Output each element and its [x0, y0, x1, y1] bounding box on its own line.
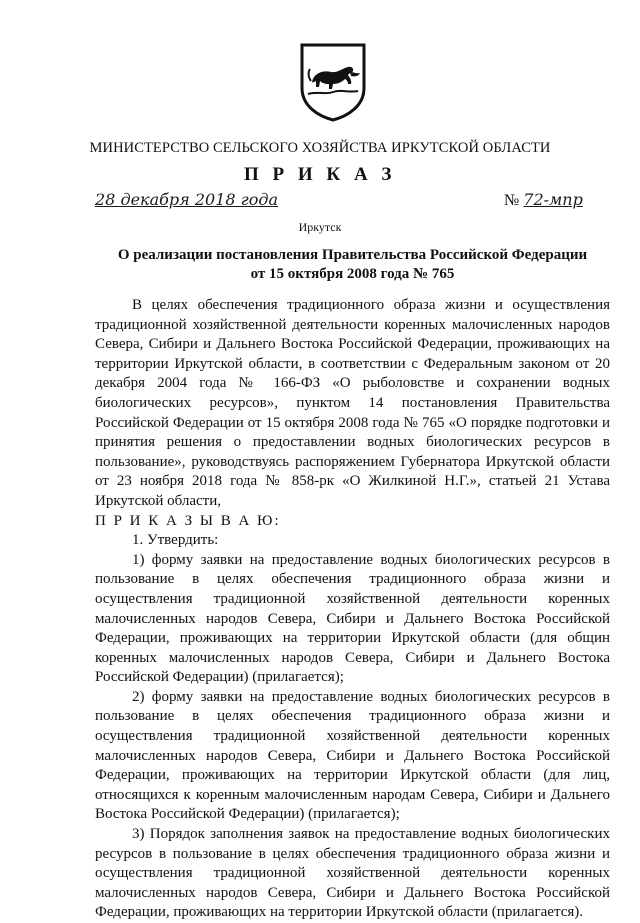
order-number [504, 190, 583, 210]
order-date [95, 190, 278, 210]
document-body [95, 296, 610, 923]
document-title [95, 246, 610, 284]
number-prefix: № [504, 192, 520, 209]
sub-item-1: 1) форму заявки на предоставление водных биологических ресурсов в пользование в целях обеспечения традиционного образа жизни и осуществления традиционной хозяйственной деятельности коренных малочисленных народов Севера, Сибири и Дальнего Востока Российской Федерации, проживающих на территории Иркутской области (для общин коренных малочисленных народов Севера, Сибири и Дальнего Востока Российской Федерации) (прилагается); [95, 551, 610, 686]
document-type: П Р И К А З [244, 164, 396, 185]
item-1: 1. Утвердить: [132, 532, 219, 549]
city: Иркутск [298, 220, 342, 234]
number-handwritten: 72-мпр [523, 190, 583, 209]
date-handwritten: 28 декабря 2018 года [95, 190, 279, 209]
ministry-name: МИНИСТЕРСТВО СЕЛЬСКОГО ХОЗЯЙСТВА ИРКУТСКОЙ ОБЛАСТИ [89, 140, 551, 156]
order-word: П Р И К А З Ы В А Ю: [95, 512, 281, 529]
title-line-2: от 15 октября 2008 года № 765 [250, 266, 455, 282]
title-line-1: О реализации постановления Правительства Российской Федерации [117, 247, 588, 263]
preamble-paragraph: В целях обеспечения традиционного образа жизни и осуществления традиционной хозяйственной деятельности коренных малочисленных народов Севера, Сибири и Дальнего Востока Российской Федерации, проживающих на территории Иркутской области, в соответствии с Федеральным законом от 20 декабря 2004 года № 166-ФЗ «О рыболовстве и сохранении водных биологических ресурсов», пунктом 14 постановления Правительства Российской Федерации от 15 октября 2008 года № 765 «О порядке подготовки и принятия решения о предоставлении водных биологических ресурсов в пользование», руководствуясь распоряжением Губернатора Иркутской области от 23 ноября 2018 года № 858-рк «О Жилкиной Н.Г.», статьей 21 Устава Иркутской области, [95, 297, 610, 509]
sub-item-2: 2) форму заявки на предоставление водных биологических ресурсов в пользование в целях обеспечения традиционного образа жизни и осуществления традиционной хозяйственной деятельности коренных малочисленных народов Севера, Сибири и Дальнего Востока Российской Федерации, проживающих на территории Иркутской области (для лиц, относящихся к коренным малочисленным народам Севера, Сибири и Дальнего Востока Российской Федерации) (прилагается); [95, 688, 610, 823]
sub-item-3: 3) Порядок заполнения заявок на предоставление водных биологических ресурсов в пользование в целях обеспечения традиционного образа жизни и осуществления традиционной хозяйственной деятельности коренных малочисленных народов Севера, Сибири и Дальнего Востока Российской Федерации, проживающих на территории Иркутской области (прилагается). [95, 826, 610, 921]
irkutsk-coat-of-arms-icon [298, 42, 368, 122]
